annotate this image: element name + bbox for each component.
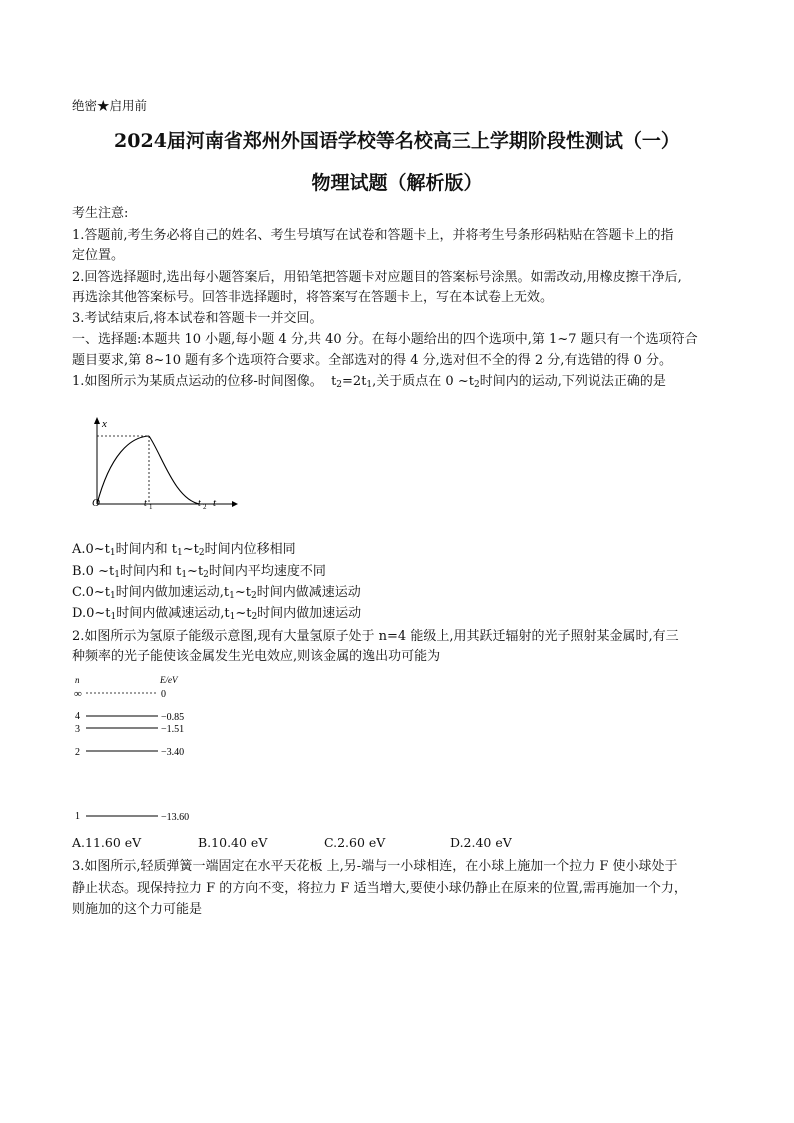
question-3-stem: 3.如图所示,轻质弹簧一端固定在水平天花板 上,另-端与一小球相连，在小球上施加一个拉力 F 使小球处于: [72, 859, 678, 874]
q1-option-b[interactable]: B.0 ~t1时间内和 t1~t2时间内平均速度不同: [72, 564, 326, 580]
level-n-infinity: ∞: [74, 688, 82, 700]
notice-item: 1.答题前,考生务必将自己的姓名、考生号填写在试卷和答题卡上，并将考生号条形码粘贴在答题卡上的指: [72, 228, 674, 243]
curve-falling: [149, 436, 200, 504]
t-axis-arrow: [232, 501, 238, 507]
q1-option-a[interactable]: A.0~t1时间内和 t1~t2时间内位移相同: [72, 542, 296, 558]
level-energy-1: −13.60: [161, 812, 190, 823]
q1-option-c[interactable]: C.0~t1时间内做加速运动,t1~t2时间内做减速运动: [72, 585, 361, 601]
origin-label: O: [92, 497, 100, 509]
level-n-2: 2: [75, 747, 80, 758]
level-energy-infinity: 0: [161, 689, 166, 700]
x-axis-label: x: [102, 418, 107, 430]
exam-subtitle: 物理试题（解析版）: [311, 172, 483, 194]
notice-item: 2.回答选择题时,选出每小题答案后，用铅笔把答题卡对应题目的答案标号涂黑。如需改动,用橡皮擦干净后,: [72, 270, 682, 285]
question-3-stem: 静止状态。现保持拉力 F 的方向不变，将拉力 F 适当增大,要使小球仍静止在原来的位置,需再施加一个力，: [72, 881, 687, 896]
level-n-3: 3: [75, 724, 80, 735]
n-header: n: [75, 675, 80, 685]
level-energy-3: −1.51: [161, 724, 185, 735]
q2-option-d[interactable]: D.2.40 eV: [450, 835, 512, 850]
q2-option-b[interactable]: B.10.40 eV: [198, 835, 268, 850]
energy-level-diagram: [72, 672, 232, 827]
level-n-1: 1: [75, 811, 80, 822]
x-axis-arrow: [94, 417, 100, 424]
level-energy-4: −0.85: [161, 712, 185, 723]
level-energy-2: −3.40: [161, 747, 185, 758]
t-axis-label: t: [213, 497, 217, 509]
t2-subscript: 2: [203, 503, 207, 511]
t1-label: t: [144, 498, 147, 509]
notice-item: 定位置。: [72, 248, 125, 263]
question-3-stem: 则施加的这个力可能是: [72, 902, 203, 917]
q2-option-c[interactable]: C.2.60 eV: [324, 835, 386, 850]
t1-subscript: 1: [149, 503, 153, 511]
notice-item: 3.考试结束后,将本试卷和答题卡一并交回。: [72, 311, 323, 326]
q1-option-d[interactable]: D.0~t1时间内做减速运动,t1~t2时间内做加速运动: [72, 606, 362, 622]
question-2-stem: 种频率的光子能使该金属发生光电效应,则该金属的逸出功可能为: [72, 649, 441, 664]
section-instructions: 一、选择题:本题共 10 小题,每小题 4 分,共 40 分。在每小题给出的四个选项中,第 1~7 题只有一个选项符合: [72, 332, 698, 347]
t2-label: t: [198, 498, 201, 509]
notice-heading: 考生注意:: [72, 206, 129, 221]
notice-item: 再选涂其他答案标号。回答非选择题时，将答案写在答题卡上，写在本试卷上无效。: [72, 290, 554, 305]
question-1-stem: 1.如图所示为某质点运动的位移-时间图像。 t2=2t1,关于质点在 0 ~t2时间内的运动,下列说法正确的是: [72, 374, 666, 390]
section-instructions: 题目要求,第 8~10 题有多个选项符合要求。全部选对的得 4 分,选对但不全的得 2 分,有选错的得 0 分。: [72, 353, 672, 368]
confidential-label: 绝密★启用前: [72, 98, 148, 113]
question-2-stem: 2.如图所示为氢原子能级示意图,现有大量氢原子处于 n=4 能级上,用其跃迁辐射的光子照射某金属时,有三: [72, 629, 679, 644]
exam-title: 2024届河南省郑州外国语学校等名校高三上学期阶段性测试（一）: [114, 130, 680, 152]
level-n-4: 4: [75, 711, 80, 722]
curve-rising: [97, 436, 149, 504]
displacement-time-graph: [80, 415, 240, 515]
q2-option-a[interactable]: A.11.60 eV: [72, 835, 142, 850]
energy-header: E/eV: [160, 675, 178, 685]
